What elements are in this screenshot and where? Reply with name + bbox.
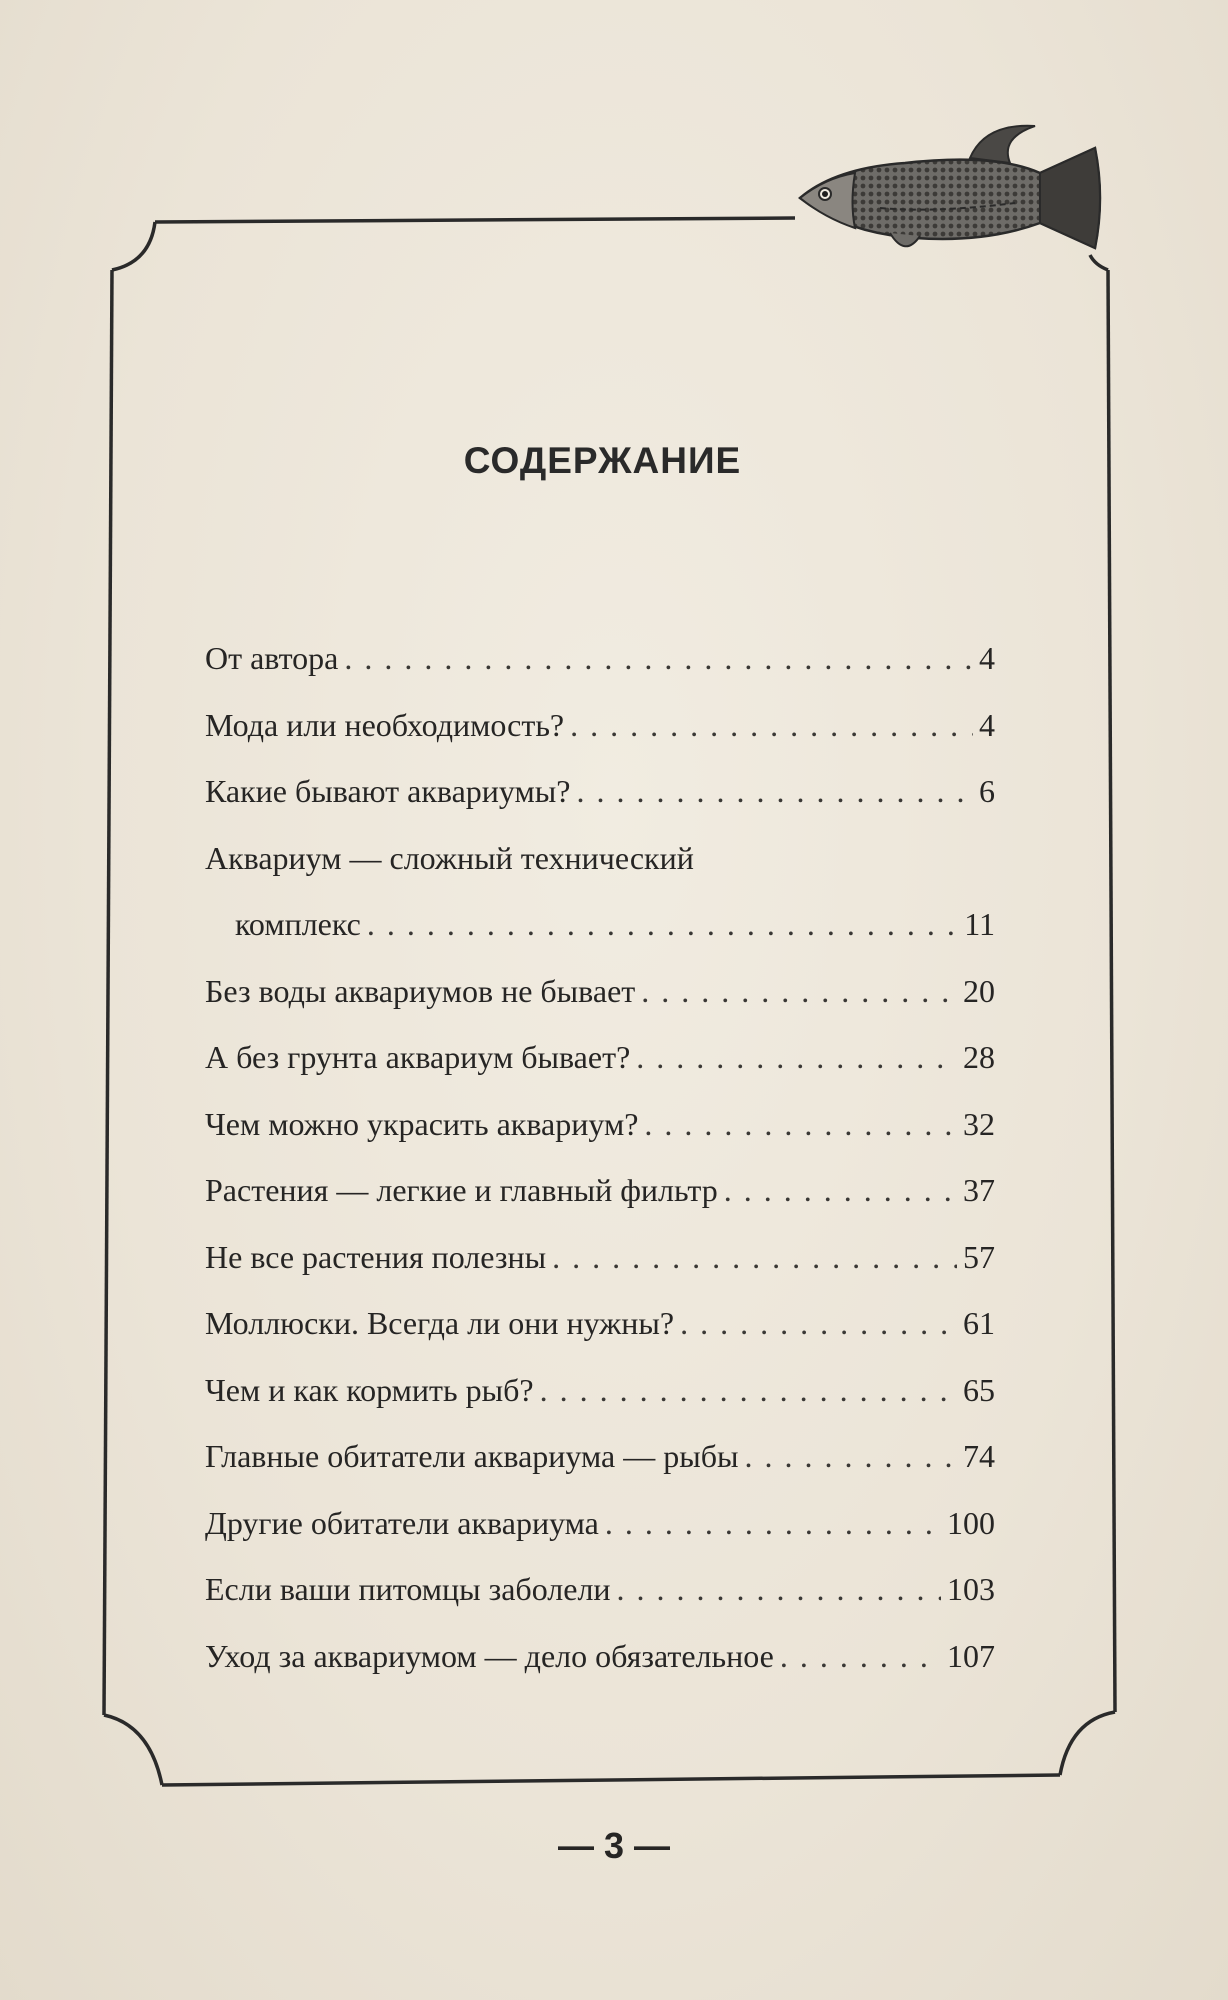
toc-entry-page: 4: [979, 640, 995, 676]
toc-entry-page: 65: [963, 1371, 995, 1408]
toc-entry[interactable]: [205, 1024, 995, 1091]
toc-entry-page: 74: [963, 1438, 995, 1474]
toc-entry-title: Какие бывают аквариумы?: [205, 773, 571, 809]
toc-entry[interactable]: [205, 1224, 995, 1291]
toc-entry[interactable]: [205, 625, 995, 692]
toc-entry[interactable]: [205, 1091, 995, 1158]
toc-entry-page: 57: [963, 1238, 995, 1275]
toc-leader-dots: [576, 758, 973, 825]
toc-entry[interactable]: [205, 1423, 995, 1490]
toc-leader-dots: [540, 1357, 957, 1424]
fish-illustration-icon: [795, 118, 1105, 268]
toc-leader-dots: [641, 958, 957, 1025]
toc-entry-title: Аквариум — сложный технический: [205, 839, 694, 876]
toc-leader-dots: [617, 1556, 941, 1623]
toc-entry-page: 107: [947, 1637, 995, 1674]
toc-entry-title: А без грунта аквариум бывает?: [205, 1039, 631, 1075]
toc-entry-page: 11: [964, 906, 995, 942]
toc-entry-page: 4: [979, 706, 995, 743]
toc-entry[interactable]: [205, 1357, 995, 1424]
toc-entry-title: Другие обитатели аквариума: [205, 1504, 599, 1541]
toc-entry-page: 61: [963, 1305, 995, 1341]
page-title: СОДЕРЖАНИЕ: [463, 440, 742, 481]
toc-entry-title: Моллюски. Всегда ли они нужны?: [205, 1305, 675, 1341]
toc-entry[interactable]: [205, 1157, 995, 1224]
toc-entry[interactable]: [205, 1290, 995, 1357]
page-number: — 3 —: [557, 1825, 671, 1866]
toc-entry[interactable]: [205, 958, 995, 1025]
toc-entry-title: Мода или необходимость?: [205, 706, 565, 743]
toc-leader-dots: [644, 1091, 957, 1158]
toc-entry-title: Уход за аквариумом — дело обязательное: [205, 1637, 774, 1674]
toc-entry-title: Главные обитатели аквариума — рыбы: [205, 1438, 739, 1474]
toc-leader-dots: [780, 1623, 941, 1690]
toc-entry-page: 103: [947, 1571, 995, 1607]
table-of-contents: [205, 625, 995, 1689]
toc-entry[interactable]: [205, 692, 995, 759]
toc-entry-page: 32: [963, 1105, 995, 1142]
toc-leader-dots: [745, 1423, 958, 1490]
toc-entry-page: 37: [963, 1172, 995, 1208]
toc-entry-title: От автора: [205, 640, 339, 676]
toc-entry-title: Без воды аквариумов не бывает: [205, 972, 636, 1009]
toc-entry[interactable]: [205, 758, 995, 825]
toc-entry-page: 28: [963, 1039, 995, 1075]
toc-entry-page: 100: [947, 1504, 995, 1541]
toc-entry[interactable]: [205, 1623, 995, 1690]
toc-entry-title: Если ваши питомцы заболели: [205, 1571, 611, 1607]
toc-entry-page: 6: [979, 773, 995, 809]
toc-leader-dots: [605, 1490, 941, 1557]
toc-entry-title: Растения — легкие и главный фильтр: [205, 1172, 718, 1208]
toc-leader-dots: [367, 891, 958, 958]
toc-entry-title-continued: комплекс: [235, 906, 361, 942]
toc-entry-title: Не все растения полезны: [205, 1238, 547, 1275]
toc-leader-dots: [724, 1157, 957, 1224]
toc-leader-dots: [344, 625, 973, 692]
toc-entry-title: Чем можно украсить аквариум?: [205, 1105, 639, 1142]
toc-leader-dots: [680, 1290, 957, 1357]
toc-entry[interactable]: [205, 1490, 995, 1557]
toc-entry[interactable]: [205, 1556, 995, 1623]
toc-leader-dots: [570, 692, 973, 759]
toc-entry[interactable]: [205, 825, 995, 958]
toc-leader-dots: [552, 1224, 957, 1291]
toc-entry-title: Чем и как кормить рыб?: [205, 1371, 534, 1408]
toc-leader-dots: [636, 1024, 957, 1091]
toc-entry-page: 20: [963, 972, 995, 1009]
